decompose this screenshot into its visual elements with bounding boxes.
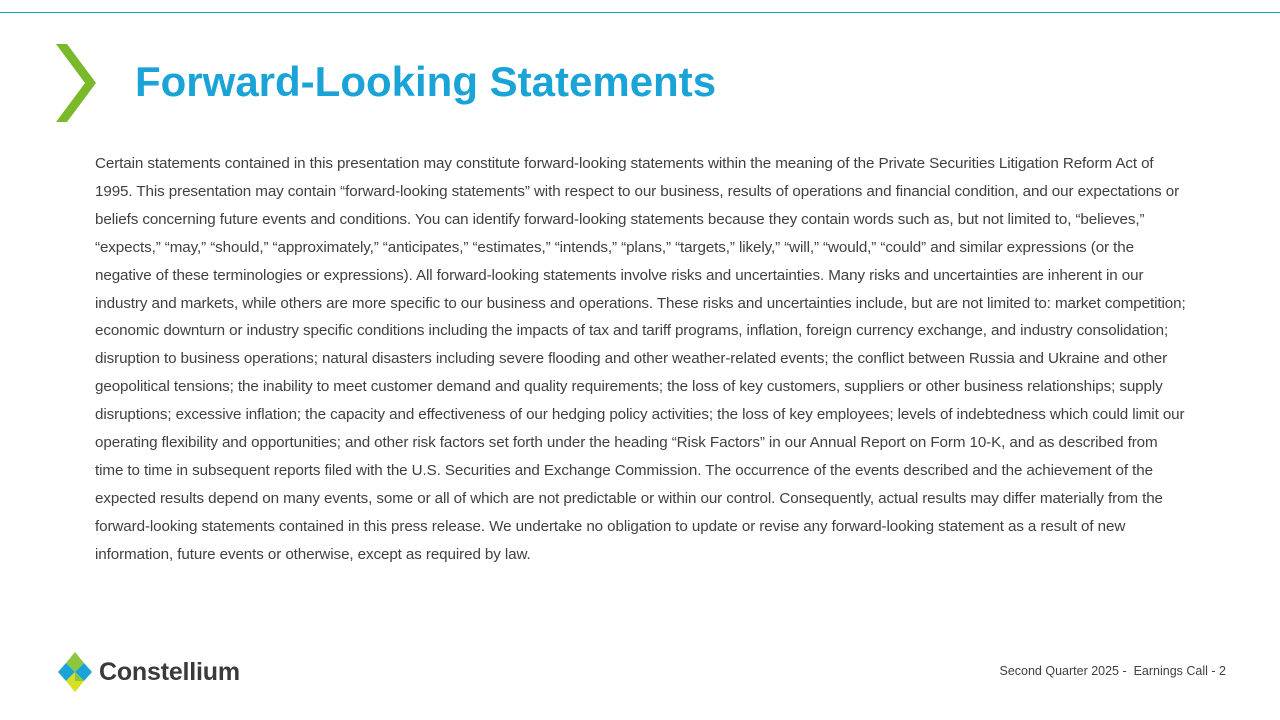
company-name: Constellium xyxy=(99,657,240,686)
disclaimer-paragraph: Certain statements contained in this presentation may constitute forward-looking statements within the meaning of the Private Securities Litigation Reform Act of 1995. This presentation may contain “forward-looking statements” with respect to our business, results of operations and financial condition, and our expectations or beliefs concerning future events and conditions. You can identify forward-looking statements because they contain words such as, but not limited to, “believes,” “expects,” “may,” “should,” “approximately,” “anticipates,” “estimates,” “intends,” “plans,” “targets,” likely,” “will,” “would,” “could” and similar expressions (or the negative of these terminologies or expressions). All forward-looking statements involve risks and uncertainties. Many risks and uncertainties are inherent in our industry and markets, while others are more specific to our business and operations. These risks and uncertainties include, but are not limited to: market competition; economic downturn or industry specific conditions including the impacts of tax and tariff programs, inflation, foreign currency exchange, and industry consolidation; disruption to business operations; natural disasters including severe flooding and other weather-related events; the conflict between Russia and Ukraine and other geopolitical tensions; the inability to meet customer demand and quality requirements; the loss of key customers, suppliers or other business relationships; supply disruptions; excessive inflation; the capacity and effectiveness of our hedging policy activities; the loss of key employees; levels of indebtedness which could limit our operating flexibility and opportunities; and other risk factors set forth under the heading “Risk Factors” in our Annual Report on Form 10-K, and as described from time to time in subsequent reports filed with the U.S. Securities and Exchange Commission. The occurrence of the events described and the achievement of the expected results depend on many events, some or all of which are not predictable or within our control. Consequently, actual results may differ materially from the forward-looking statements contained in this press release. We undertake no obligation to update or revise any forward-looking statement as a result of new information, future events or otherwise, except as required by law. xyxy=(95,155,1186,563)
chevron-right-icon xyxy=(56,44,98,124)
footer-text: Second Quarter 2025 - Earnings Call - 2 xyxy=(999,664,1226,678)
constellium-logo-icon xyxy=(58,652,92,692)
top-divider xyxy=(0,12,1280,13)
company-logo xyxy=(58,652,240,692)
page-title: Forward-Looking Statements xyxy=(135,58,717,105)
